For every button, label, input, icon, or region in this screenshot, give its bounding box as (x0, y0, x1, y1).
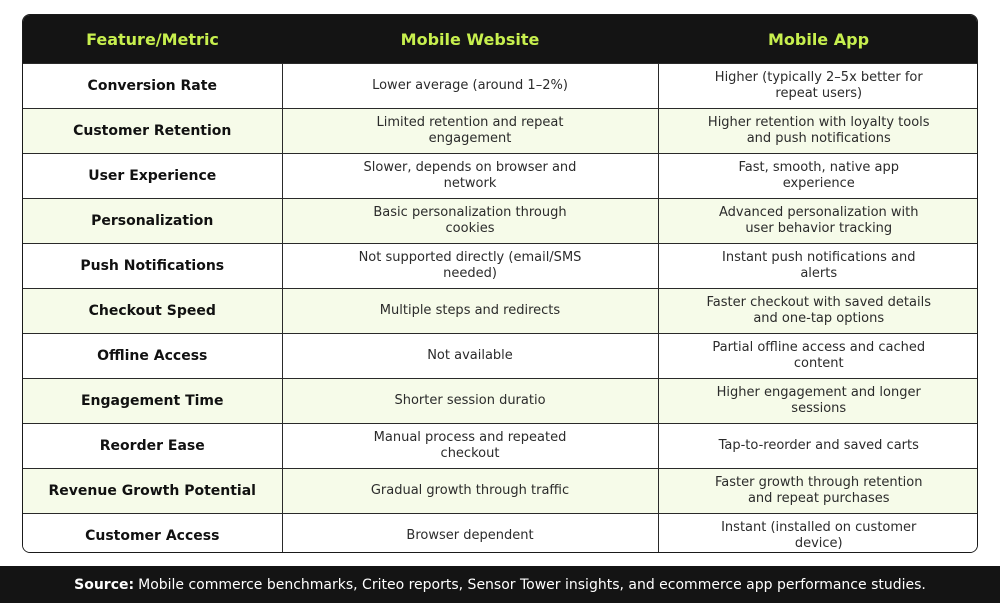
table-body (23, 64, 978, 554)
app-value: Higher (typically 2–5x better for repeat users) (714, 70, 923, 101)
table-row (23, 109, 978, 154)
app-cell (658, 199, 978, 244)
app-cell (658, 379, 978, 424)
app-cell (658, 334, 978, 379)
app-cell (658, 109, 978, 154)
metric-label: Conversion Rate (87, 78, 217, 94)
website-cell (282, 514, 658, 554)
app-value: Faster growth through retention and repeat purchases (715, 475, 923, 506)
metric-label: Offline Access (97, 348, 208, 364)
website-cell (282, 334, 658, 379)
app-value: Instant push notifications and alerts (722, 250, 916, 281)
table-row (23, 64, 978, 109)
metric-cell (23, 64, 282, 109)
website-value: Gradual growth through traffic (370, 483, 570, 498)
website-cell (282, 199, 658, 244)
metric-cell (23, 334, 282, 379)
table-row (23, 514, 978, 554)
website-cell (282, 289, 658, 334)
app-cell (658, 289, 978, 334)
table-row (23, 334, 978, 379)
metric-label: Customer Access (85, 528, 220, 544)
app-value: Higher engagement and longer sessions (716, 385, 921, 416)
app-cell (658, 424, 978, 469)
metric-cell (23, 289, 282, 334)
website-value: Lower average (around 1–2%) (372, 78, 568, 93)
website-value: Not available (427, 348, 513, 363)
header-row (23, 15, 978, 64)
website-cell (282, 424, 658, 469)
table-row (23, 469, 978, 514)
metric-cell (23, 199, 282, 244)
app-value: Tap-to-reorder and saved carts (718, 438, 919, 453)
metric-cell (23, 154, 282, 199)
metric-cell (23, 244, 282, 289)
metric-cell (23, 424, 282, 469)
website-value: Slower, depends on browser and network (363, 160, 577, 191)
metric-label: Revenue Growth Potential (48, 483, 256, 499)
table-row (23, 424, 978, 469)
header-mobile-website: Mobile Website (282, 15, 658, 64)
website-cell (282, 244, 658, 289)
app-cell (658, 154, 978, 199)
source-footer (0, 566, 1000, 603)
metric-cell (23, 469, 282, 514)
table-row (23, 289, 978, 334)
table-row (23, 379, 978, 424)
website-value: Not supported directly (email/SMS needed) (358, 250, 582, 281)
metric-label: User Experience (88, 168, 217, 184)
table-row (23, 244, 978, 289)
app-cell (658, 64, 978, 109)
comparison-table-container (22, 14, 978, 553)
metric-label: Push Notifications (80, 258, 225, 274)
app-cell (658, 514, 978, 554)
source-text: Mobile commerce benchmarks, Criteo reports, Sensor Tower insights, and ecommerce app performance studies. (138, 576, 926, 593)
website-value: Multiple steps and redirects (379, 303, 561, 318)
website-value: Manual process and repeated checkout (373, 430, 567, 461)
website-cell (282, 379, 658, 424)
metric-label: Customer Retention (73, 123, 232, 139)
app-value: Higher retention with loyalty tools and push notifications (707, 115, 930, 146)
source-label: Source: (74, 576, 135, 593)
metric-label: Checkout Speed (88, 303, 216, 319)
header-feature-metric: Feature/Metric (23, 15, 282, 64)
metric-cell (23, 514, 282, 554)
table-row (23, 199, 978, 244)
metric-label: Reorder Ease (99, 438, 205, 454)
header-mobile-app: Mobile App (658, 15, 978, 64)
app-cell (658, 469, 978, 514)
website-value: Limited retention and repeat engagement (376, 115, 564, 146)
website-cell (282, 469, 658, 514)
app-value: Instant (installed on customer device) (721, 520, 917, 551)
website-cell (282, 154, 658, 199)
website-value: Basic personalization through cookies (373, 205, 567, 236)
table-row (23, 154, 978, 199)
app-value: Faster checkout with saved details and one-tap options (706, 295, 931, 326)
app-cell (658, 244, 978, 289)
comparison-table (23, 15, 978, 553)
website-cell (282, 109, 658, 154)
table-header (23, 15, 978, 64)
app-value: Advanced personalization with user behavior tracking (718, 205, 919, 236)
website-value: Browser dependent (406, 528, 534, 543)
app-value: Partial offline access and cached content (712, 340, 926, 371)
app-value: Fast, smooth, native app experience (738, 160, 900, 191)
website-cell (282, 64, 658, 109)
metric-label: Engagement Time (80, 393, 224, 409)
metric-label: Personalization (91, 213, 214, 229)
metric-cell (23, 109, 282, 154)
metric-cell (23, 379, 282, 424)
website-value: Shorter session duratio (394, 393, 546, 408)
